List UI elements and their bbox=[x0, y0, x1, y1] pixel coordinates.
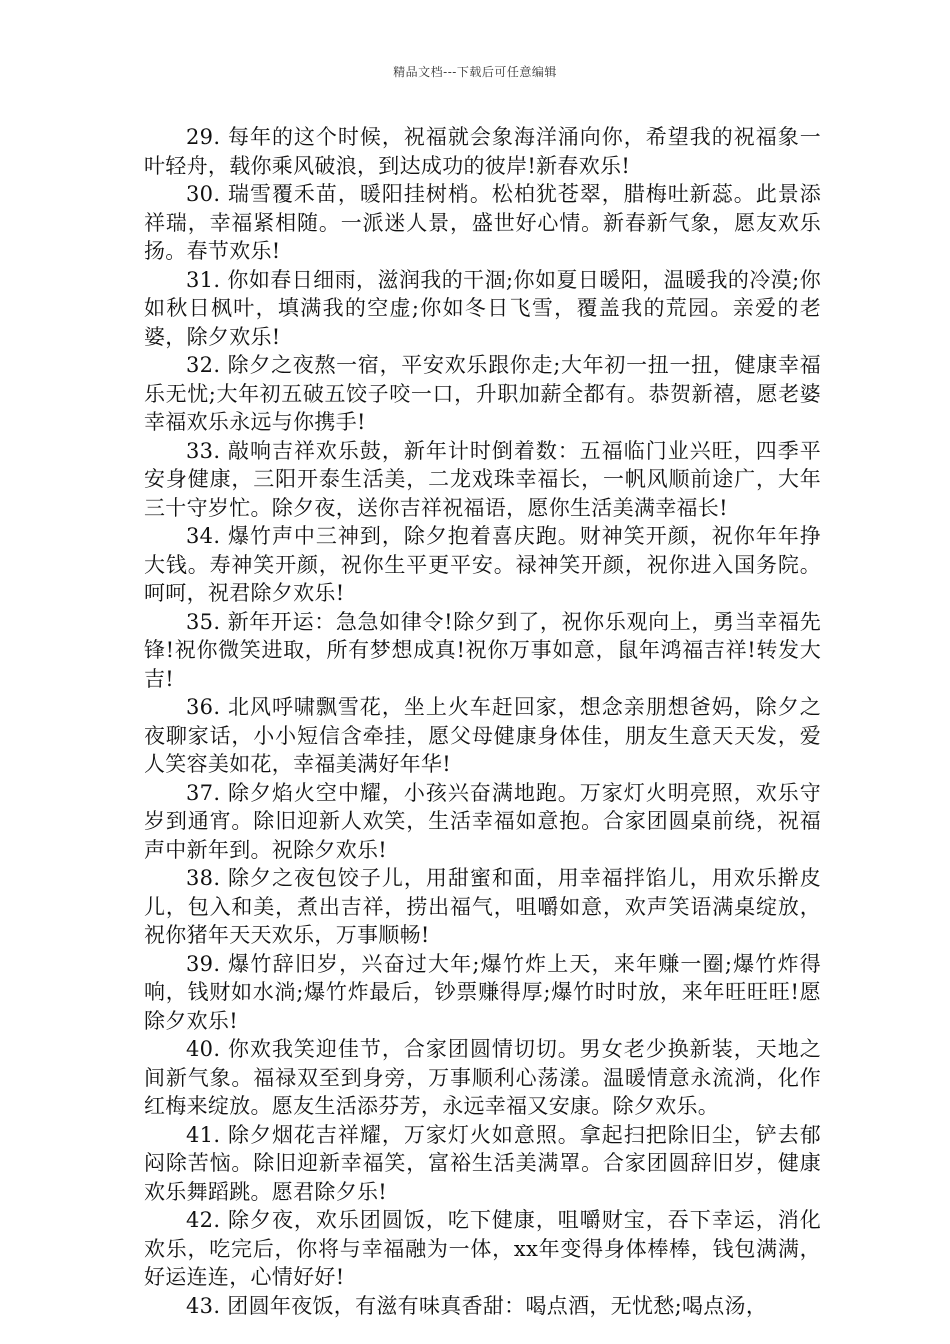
paragraph-30: 30. 瑞雪覆禾苗，暖阳挂树梢。松柏犹苍翠，腊梅吐新蕊。此景添祥瑞，幸福紧相随。一派迷人景，盛世好心情。新春新气象，愿友欢乐扬。春节欢乐! bbox=[144, 182, 821, 263]
paragraph-37: 37. 除夕焰火空中耀，小孩兴奋满地跑。万家灯火明亮照，欢乐守岁到通宵。除旧迎新人欢笑，生活幸福如意抱。合家团圆桌前绕，祝福声中新年到。祝除夕欢乐! bbox=[144, 780, 821, 862]
paragraph-42: 42. 除夕夜，欢乐团圆饭，吃下健康，咀嚼财宝，吞下幸运，消化欢乐，吃完后，你将与幸福融为一体，xx年变得身体棒棒，钱包满满，好运连连，心情好好! bbox=[144, 1208, 821, 1289]
paragraph-40: 40. 你欢我笑迎佳节，合家团圆情切切。男女老少换新装，天地之间新气象。福禄双至到身旁，万事顺利心荡漾。温暖情意永流淌，化作红梅来绽放。愿友生活添芬芳，永远幸福又安康。除夕欢乐。 bbox=[144, 1037, 821, 1118]
paragraph-29: 29. 每年的这个时候，祝福就会象海洋涌向你，希望我的祝福象一叶轻舟，载你乘风破浪，到达成功的彼岸!新春欢乐! bbox=[144, 125, 821, 178]
paragraph-33: 33. 敲响吉祥欢乐鼓，新年计时倒着数：五福临门业兴旺，四季平安身健康，三阳开泰生活美，二龙戏珠幸福长，一帆风顺前途广，大年三十守岁忙。除夕夜，送你吉祥祝福语，愿你生活美满幸福长! bbox=[144, 438, 821, 520]
paragraph-34: 34. 爆竹声中三神到，除夕抱着喜庆跑。财神笑开颜，祝你年年挣大钱。寿神笑开颜，祝你生平更平安。禄神笑开颜，祝你进入国务院。呵呵，祝君除夕欢乐! bbox=[144, 524, 821, 605]
page-header: 精品文档---下载后可任意编辑 bbox=[393, 65, 557, 79]
paragraph-31: 31. 你如春日细雨，滋润我的干涸;你如夏日暖阳，温暖我的冷漠;你如秋日枫叶，填满我的空虚;你如冬日飞雪，覆盖我的荒园。亲爱的老婆，除夕欢乐! bbox=[144, 267, 821, 349]
paragraph-35: 35. 新年开运：急急如律令!除夕到了，祝你乐观向上，勇当幸福先锋!祝你微笑进取，所有梦想成真!祝你万事如意，鼠年鸿福吉祥!转发大吉! bbox=[144, 609, 821, 691]
paragraph-39: 39. 爆竹辞旧岁，兴奋过大年;爆竹炸上天，来年赚一圈;爆竹炸得响，钱财如水淌;爆竹炸最后，钞票赚得厚;爆竹时时放，来年旺旺旺!愿除夕欢乐! bbox=[144, 951, 821, 1033]
paragraph-36: 36. 北风呼啸飘雪花，坐上火车赶回家，想念亲朋想爸妈，除夕之夜聊家话，小小短信含牵挂，愿父母健康身体佳，朋友生意天天发，爱人笑容美如花，幸福美满好年华! bbox=[144, 695, 821, 776]
paragraph-38: 38. 除夕之夜包饺子儿，用甜蜜和面，用幸福拌馅儿，用欢乐擀皮儿，包入和美，煮出吉祥，捞出福气，咀嚼如意，欢声笑语满桌绽放，祝你猪年天天欢乐，万事顺畅! bbox=[144, 866, 821, 947]
document-body bbox=[144, 123, 821, 1320]
paragraph-41: 41. 除夕烟花吉祥耀，万家灯火如意照。拿起扫把除旧尘，铲去郁闷除苦恼。除旧迎新幸福笑，富裕生活美满罩。合家团圆辞旧岁，健康欢乐舞蹈跳。愿君除夕乐! bbox=[144, 1122, 821, 1204]
paragraph-43: 43. 团圆年夜饭，有滋有味真香甜：喝点酒，无忧愁;喝点汤， bbox=[186, 1293, 768, 1318]
paragraph-32: 32. 除夕之夜熬一宿，平安欢乐跟你走;大年初一扭一扭，健康幸福乐无忧;大年初五破五饺子咬一口，升职加薪全都有。恭贺新禧，愿老婆幸福欢乐永远与你携手! bbox=[144, 353, 821, 434]
